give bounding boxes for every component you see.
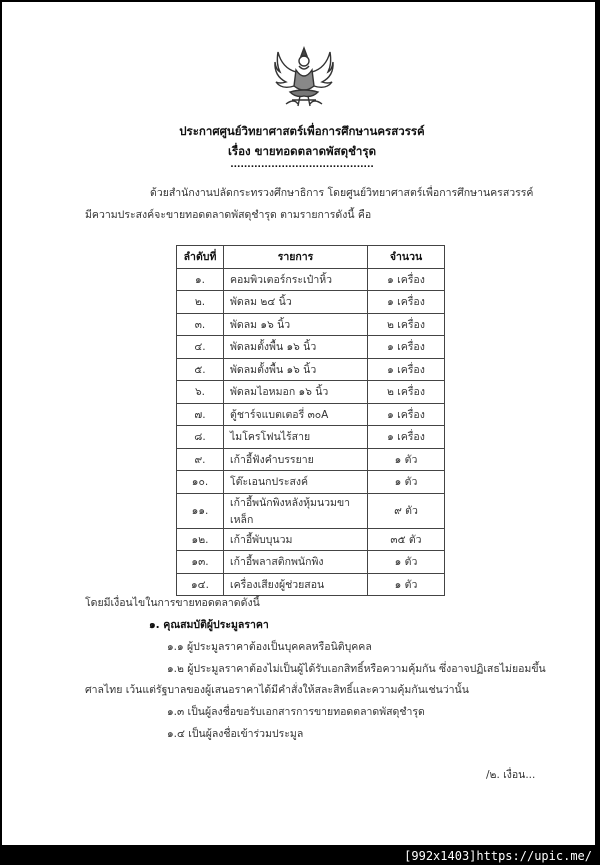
image-host-watermark: [992x1403]https://upic.me/ xyxy=(404,849,592,863)
row-no: ๑. xyxy=(177,268,224,291)
table-row xyxy=(177,551,445,574)
table-header-row xyxy=(177,246,445,269)
condition-1-2-continued: ศาลไทย เว้นแต่รัฐบาลของผู้เสนอราคาได้มีคำสั่งให้สละสิทธิ์และความคุ้มกันเช่นว่านั้น xyxy=(85,684,469,696)
row-no: ๙. xyxy=(177,448,224,471)
intro-line-2: มีความประสงค์จะขายทอดตลาดพัสดุชำรุด ตามรายการดังนี้ คือ xyxy=(85,209,372,221)
header-qty: จำนวน xyxy=(368,246,445,269)
row-qty: ๒ เครื่อง xyxy=(368,313,445,336)
row-no: ๑๔. xyxy=(177,573,224,596)
intro-line-1: ด้วยสำนักงานปลัดกระทรวงศึกษาธิการ โดยศูนย์วิทยาศาสตร์เพื่อการศึกษานครสวรรค์ xyxy=(150,187,534,199)
condition-1-4: ๑.๔ เป็นผู้ลงชื่อเข้าร่วมประมูล xyxy=(167,728,304,740)
table-row xyxy=(177,573,445,596)
row-item: พัดลมตั้งพื้น ๑๖ นิ้ว xyxy=(224,336,368,359)
table-row xyxy=(177,358,445,381)
title-separator: .......................................... xyxy=(230,160,374,170)
table-row xyxy=(177,336,445,359)
garuda-emblem-icon xyxy=(272,42,336,110)
row-qty: ๑ เครื่อง xyxy=(368,403,445,426)
condition-1-3: ๑.๓ เป็นผู้ลงชื่อขอรับเอกสารการขายทอดตลาดพัสดุชำรุด xyxy=(167,706,425,718)
row-no: ๑๐. xyxy=(177,471,224,494)
conditions-intro: โดยมีเงื่อนไขในการขายทอดตลาดดังนี้ xyxy=(85,597,260,609)
row-no: ๑๑. xyxy=(177,493,224,528)
row-qty: ๙ ตัว xyxy=(368,493,445,528)
table-row xyxy=(177,426,445,449)
table-row xyxy=(177,268,445,291)
row-qty: ๑ เครื่อง xyxy=(368,336,445,359)
row-qty: ๑ เครื่อง xyxy=(368,268,445,291)
condition-1-1: ๑.๑ ผู้ประมูลราคาต้องเป็นบุคคลหรือนิติบุคคล xyxy=(167,641,372,653)
row-no: ๑๓. xyxy=(177,551,224,574)
row-item: พัดลมไอหมอก ๑๖ นิ้ว xyxy=(224,381,368,404)
row-qty: ๓๕ ตัว xyxy=(368,528,445,551)
row-item: เก้าอี้พับบุนวม xyxy=(224,528,368,551)
table-row xyxy=(177,448,445,471)
row-qty: ๑ เครื่อง xyxy=(368,426,445,449)
row-item: พัดลม ๑๖ นิ้ว xyxy=(224,313,368,336)
row-qty: ๑ ตัว xyxy=(368,448,445,471)
table-row xyxy=(177,493,445,528)
table-row xyxy=(177,291,445,314)
row-item: พัดลม ๒๔ นิ้ว xyxy=(224,291,368,314)
row-item: ตู้ชาร์จแบตเตอรี่ ๓๐A xyxy=(224,403,368,426)
row-qty: ๑ ตัว xyxy=(368,471,445,494)
table-row xyxy=(177,528,445,551)
announcement-title: ประกาศศูนย์วิทยาศาสตร์เพื่อการศึกษานครสวรรค์ xyxy=(179,124,425,138)
row-item: เก้าอี้พนักพิงหลังหุ้มนวมขาเหล็ก xyxy=(224,493,368,528)
row-no: ๖. xyxy=(177,381,224,404)
section-1-heading: ๑. คุณสมบัติผู้ประมูลราคา xyxy=(149,619,269,631)
items-table xyxy=(176,245,445,596)
page-continuation: /๒. เงื่อน... xyxy=(486,769,536,781)
table-row xyxy=(177,403,445,426)
row-qty: ๑ ตัว xyxy=(368,573,445,596)
row-qty: ๑ เครื่อง xyxy=(368,358,445,381)
row-qty: ๒ เครื่อง xyxy=(368,381,445,404)
header-no: ลำดับที่ xyxy=(177,246,224,269)
row-qty: ๑ ตัว xyxy=(368,551,445,574)
row-no: ๕. xyxy=(177,358,224,381)
row-no: ๘. xyxy=(177,426,224,449)
row-no: ๒. xyxy=(177,291,224,314)
row-item: เครื่องเสียงผู้ช่วยสอน xyxy=(224,573,368,596)
document-page xyxy=(2,2,595,845)
row-item: โต๊ะเอนกประสงค์ xyxy=(224,471,368,494)
row-item: เก้าอี้ฟังคำบรรยาย xyxy=(224,448,368,471)
condition-1-2: ๑.๒ ผู้ประมูลราคาต้องไม่เป็นผู้ได้รับเอกสิทธิ์หรือความคุ้มกัน ซึ่งอาจปฏิเสธไม่ยอมขึ้น xyxy=(167,663,546,675)
row-no: ๑๒. xyxy=(177,528,224,551)
row-item: เก้าอี้พลาสติกพนักพิง xyxy=(224,551,368,574)
table-row xyxy=(177,471,445,494)
row-no: ๔. xyxy=(177,336,224,359)
row-item: พัดลมตั้งพื้น ๑๖ นิ้ว xyxy=(224,358,368,381)
announcement-subject: เรื่อง ขายทอดตลาดพัสดุชำรุด xyxy=(227,144,377,158)
row-no: ๓. xyxy=(177,313,224,336)
row-item: ไมโครโฟนไร้สาย xyxy=(224,426,368,449)
table-row xyxy=(177,381,445,404)
row-no: ๗. xyxy=(177,403,224,426)
row-item: คอมพิวเตอร์กระเป๋าหิ้ว xyxy=(224,268,368,291)
header-item: รายการ xyxy=(224,246,368,269)
row-qty: ๑ เครื่อง xyxy=(368,291,445,314)
table-row xyxy=(177,313,445,336)
